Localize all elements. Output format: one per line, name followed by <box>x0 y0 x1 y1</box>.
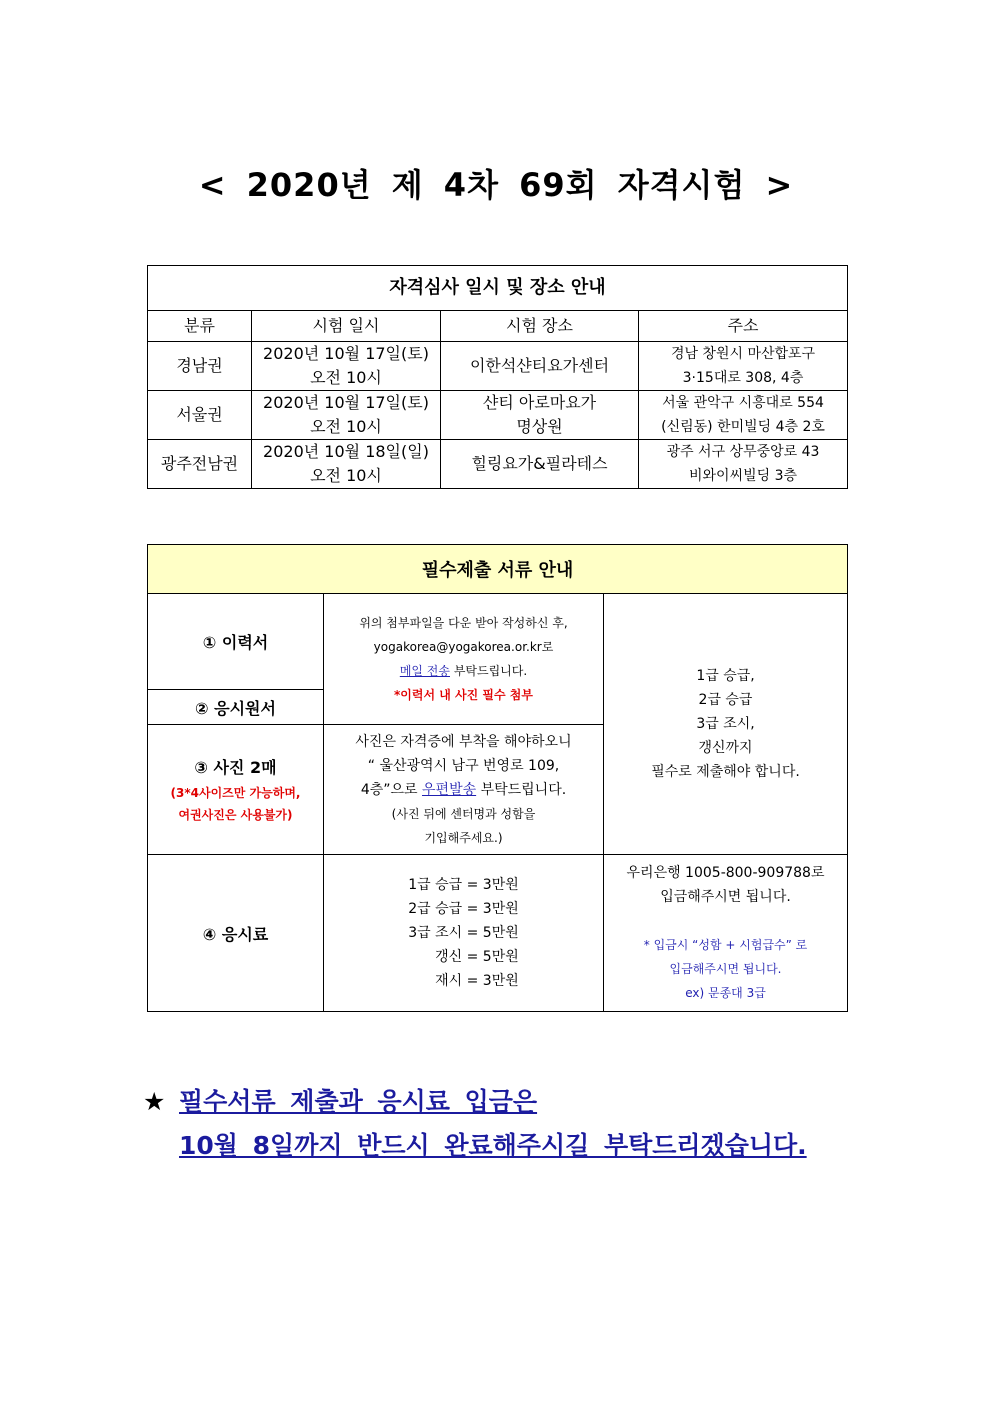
col-header-region: 분류 <box>148 311 252 342</box>
deadline-line: 필수서류 제출과 응시료 입금은 <box>179 1087 538 1116</box>
deposit-example: ex) 문종대 3급 <box>685 986 766 1000</box>
deposit-note: 입금해주시면 됩니다. <box>669 962 782 976</box>
region-cell: 서울권 <box>148 391 252 440</box>
instruction-text: 부탁드립니다. <box>476 781 567 798</box>
required-line: 3급 조시, <box>696 716 755 732</box>
photo-required-warning: *이력서 내 사진 필수 첨부 <box>394 688 533 702</box>
bank-account: 우리은행 1005-800-909788로 <box>626 865 825 881</box>
col-header-date: 시험 일시 <box>252 311 441 342</box>
photo-instructions-cell <box>324 725 604 855</box>
fee-list <box>408 873 519 993</box>
fee-item: 1급 승급 = 3만원 <box>408 877 519 893</box>
table-row <box>148 440 848 489</box>
address-line: 3·15대로 308, 4층 <box>682 370 804 386</box>
instruction-line: 위의 첨부파일을 다운 받아 작성하신 후, <box>359 616 568 630</box>
email-address: yogakorea@yogakorea.or.kr로 <box>373 640 554 654</box>
photo-note: 기입해주세요.) <box>424 830 503 845</box>
address-line: 광주 서구 상무중앙로 43 <box>666 444 820 460</box>
required-line: 2급 승급 <box>698 692 753 708</box>
region-cell: 광주전남권 <box>148 440 252 489</box>
place-cell <box>441 440 639 489</box>
required-for-cell <box>604 594 848 855</box>
place-line: 힐링요가&필라테스 <box>471 454 608 473</box>
address-line: (신림동) 한미빌딩 4층 2호 <box>661 419 825 435</box>
email-send-link[interactable]: 메일 전송 <box>399 664 450 678</box>
date-line: 2020년 10월 17일(토) <box>263 344 429 363</box>
required-line: 갱신까지 <box>698 740 753 756</box>
required-documents-table <box>147 544 848 1012</box>
postal-mail-link[interactable]: 우편발송 <box>422 781 477 798</box>
date-line: 2020년 10월 18일(일) <box>263 442 429 461</box>
date-line: 2020년 10월 17일(토) <box>263 393 429 412</box>
fee-list-cell <box>324 855 604 1012</box>
address-line: 서울 관악구 시흥대로 554 <box>662 395 824 411</box>
bank-instruction: 입금해주시면 됩니다. <box>660 889 791 905</box>
photo-note: (사진 뒤에 센터명과 성함을 <box>391 806 536 821</box>
table-row <box>148 391 848 440</box>
bank-info-cell <box>604 855 848 1012</box>
instruction-line <box>324 659 603 683</box>
place-cell <box>441 391 639 440</box>
place-line: 이한석샨티요가센터 <box>469 356 610 375</box>
date-cell <box>252 391 441 440</box>
required-line: 필수로 제출해야 합니다. <box>651 764 800 780</box>
place-line: 명상원 <box>516 417 563 436</box>
time-line: 오전 10시 <box>310 417 382 436</box>
deadline-line: 10월 8일까지 반드시 완료해주시길 부탁드리겠습니다. <box>179 1131 807 1160</box>
item-fee-label: ④ 응시료 <box>148 855 324 1012</box>
required-line: 1급 승급, <box>696 668 755 684</box>
item-photo-cell <box>148 725 324 855</box>
item-application-label: ② 응시원서 <box>148 690 324 725</box>
item-photo-label: ③ 사진 2매 <box>194 757 277 777</box>
photo-size-note: 여권사진은 사용불가) <box>178 807 293 822</box>
item-resume-label: ① 이력서 <box>148 594 324 690</box>
deadline-notice <box>143 1080 807 1168</box>
date-cell <box>252 342 441 391</box>
fee-item: 재시 = 3만원 <box>435 973 519 989</box>
table-row <box>148 342 848 391</box>
star-icon: ★ <box>143 1087 166 1116</box>
instruction-line: 사진은 자격증에 부착을 해야하오니 <box>355 733 572 750</box>
col-header-place: 시험 장소 <box>441 311 639 342</box>
instruction-line <box>324 778 603 802</box>
photo-size-note: (3*4사이즈만 가능하며, <box>170 785 301 800</box>
fee-item: 갱신 = 5만원 <box>435 949 519 965</box>
instruction-text: 4층”으로 <box>360 781 423 798</box>
time-line: 오전 10시 <box>310 368 382 387</box>
col-header-address: 주소 <box>639 311 848 342</box>
exam-table-heading: 자격심사 일시 및 장소 안내 <box>148 266 848 311</box>
deposit-note: * 입금시 “성함 + 시험급수” 로 <box>643 938 808 952</box>
fee-item: 3급 조시 = 5만원 <box>408 925 519 941</box>
instruction-text: 부탁드립니다. <box>450 664 528 678</box>
address-cell <box>639 391 848 440</box>
page-title: < 2020년 제 4차 69회 자격시험 > <box>198 166 794 204</box>
fee-item: 2급 승급 = 3만원 <box>408 901 519 917</box>
region-cell: 경남권 <box>148 342 252 391</box>
doc-table-heading: 필수제출 서류 안내 <box>148 545 848 594</box>
place-line: 샨티 아로마요가 <box>482 393 597 412</box>
place-cell <box>441 342 639 391</box>
resume-instructions-cell <box>324 594 604 725</box>
time-line: 오전 10시 <box>310 466 382 485</box>
address-cell <box>639 342 848 391</box>
address-line: 비와이씨빌딩 3층 <box>689 468 798 484</box>
instruction-line: “ 울산광역시 남구 번영로 109, <box>367 757 560 774</box>
address-line: 경남 창원시 마산합포구 <box>670 346 816 362</box>
address-cell <box>639 440 848 489</box>
date-cell <box>252 440 441 489</box>
exam-schedule-table <box>147 265 848 489</box>
